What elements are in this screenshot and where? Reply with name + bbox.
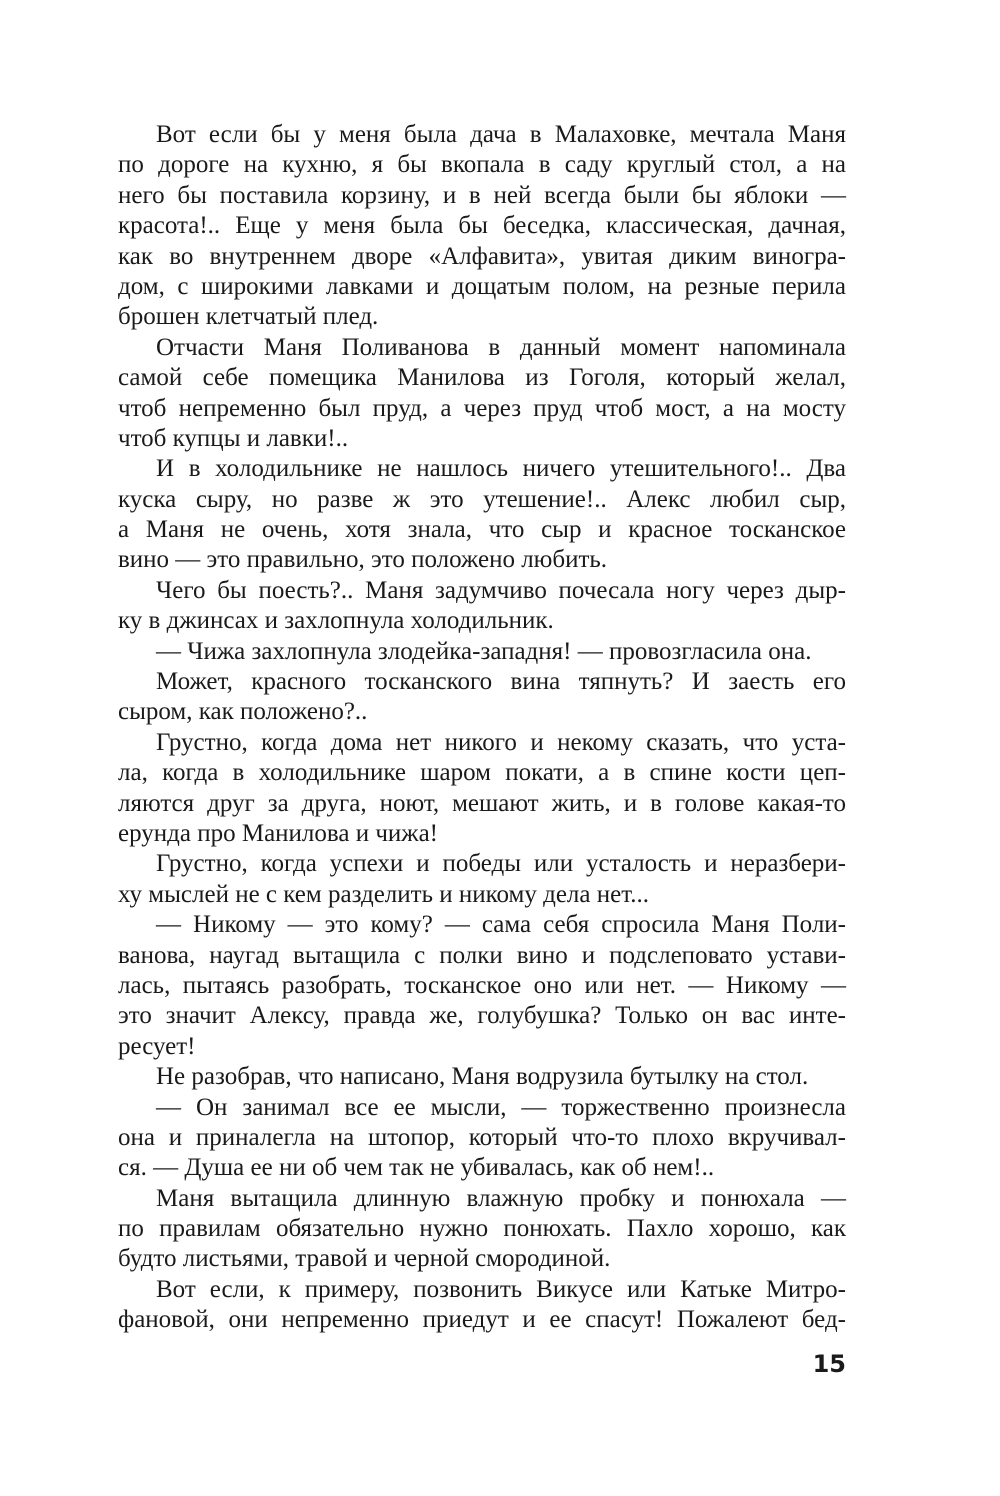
text-line: Вот если бы у меня была дача в Малаховке, мечтала Маня xyxy=(156,121,846,148)
text-line: по правилам обязательно нужно понюхать. Пахло хорошо, как xyxy=(118,1215,846,1243)
paragraph xyxy=(118,1275,846,1336)
text-line: Чего бы поесть?.. Маня задумчиво почесала ногу через дыр- xyxy=(156,576,846,604)
paragraph xyxy=(118,120,846,333)
text-line: ся. — Душа ее ни об чем так не убивалась, как об нем!.. xyxy=(118,1154,715,1182)
paragraph xyxy=(118,637,846,667)
text-line: ресует! xyxy=(118,1032,196,1060)
paragraph xyxy=(118,1184,846,1275)
text-line: ванова, наугад вытащила с полки вино и подслеповато устави- xyxy=(118,941,846,969)
paragraph xyxy=(118,910,846,1062)
text-line: она и приналегла на штопор, который что-то плохо вкручивал- xyxy=(118,1123,846,1151)
text-line: самой себе помещика Манилова из Гоголя, который желал, xyxy=(118,364,846,392)
paragraph xyxy=(118,576,846,637)
text-line: чтоб купцы и лавки!.. xyxy=(118,424,349,452)
paragraph xyxy=(118,333,846,455)
text-line: сыром, как положено?.. xyxy=(118,698,368,726)
page-number: 15 xyxy=(812,1350,846,1378)
text-line: И в холодильнике не нашлось ничего утешительного!.. Два xyxy=(156,455,846,483)
paragraph xyxy=(118,849,846,910)
text-line: — Чижа захлопнула злодейка-западня! — провозгласила она. xyxy=(156,637,812,665)
text-line: Отчасти Маня Поливанова в данный момент напоминала xyxy=(156,333,846,361)
text-line: дом, с широкими лавками и дощатым полом, на резные перила xyxy=(118,272,846,300)
text-line: фановой, они непременно приедут и ее спасут! Пожалеют бед- xyxy=(118,1306,846,1334)
body-text xyxy=(118,120,846,1336)
text-line: Может, красного тосканского вина тяпнуть? И заесть его xyxy=(156,668,846,696)
text-line: брошен клетчатый плед. xyxy=(118,303,379,331)
text-line: него бы поставила корзину, и в ней всегда были бы яблоки — xyxy=(118,181,846,209)
text-line: чтоб непременно был пруд, а через пруд чтоб мост, а на мосту xyxy=(118,394,846,422)
paragraph xyxy=(118,454,846,576)
paragraph xyxy=(118,728,846,850)
text-line: — Никому — это кому? — сама себя спросила Маня Поли- xyxy=(156,911,846,939)
text-line: это значит Алексу, правда же, голубушка? Только он вас инте- xyxy=(118,1002,846,1030)
text-line: вино — это правильно, это положено любить. xyxy=(118,546,608,574)
text-line: красота!.. Еще у меня была бы беседка, классическая, дачная, xyxy=(118,212,846,240)
text-line: Маня вытащила длинную влажную пробку и понюхала — xyxy=(156,1184,846,1212)
text-line: ку в джинсах и захлопнула холодильник. xyxy=(118,607,554,635)
paragraph xyxy=(118,1093,846,1184)
text-line: будто листьями, травой и черной смородиной. xyxy=(118,1245,611,1273)
text-line: Не разобрав, что написано, Маня водрузила бутылку на стол. xyxy=(156,1063,809,1091)
text-line: как во внутреннем дворе «Алфавита», увитая диким виногра- xyxy=(118,242,846,270)
text-line: ху мыслей не с кем разделить и никому дела нет... xyxy=(118,880,650,908)
paragraph xyxy=(118,667,846,728)
text-line: по дороге на кухню, я бы вкопала в саду круглый стол, а на xyxy=(118,151,846,179)
paragraph xyxy=(118,1062,846,1092)
text-line: ла, когда в холодильнике шаром покати, а в спине кости цеп- xyxy=(118,759,846,787)
text-line: ерунда про Манилова и чижа! xyxy=(118,819,438,847)
text-line: Грустно, когда дома нет никого и некому сказать, что уста- xyxy=(156,728,846,756)
text-line: лась, пытаясь разобрать, тосканское оно или нет. — Никому — xyxy=(118,971,846,999)
text-line: куска сыру, но разве ж это утешение!.. Алекс любил сыр, xyxy=(118,485,846,513)
text-line: Вот если, к примеру, позвонить Викусе или Катьке Митро- xyxy=(156,1275,846,1303)
text-line: а Маня не очень, хотя знала, что сыр и красное тосканское xyxy=(118,516,846,544)
text-line: — Он занимал все ее мысли, — торжественно произнесла xyxy=(156,1093,846,1121)
text-line: Грустно, когда успехи и победы или усталость и неразбери- xyxy=(156,850,846,878)
text-line: ляются друг за друга, ноют, мешают жить, и в голове какая-то xyxy=(118,789,846,817)
